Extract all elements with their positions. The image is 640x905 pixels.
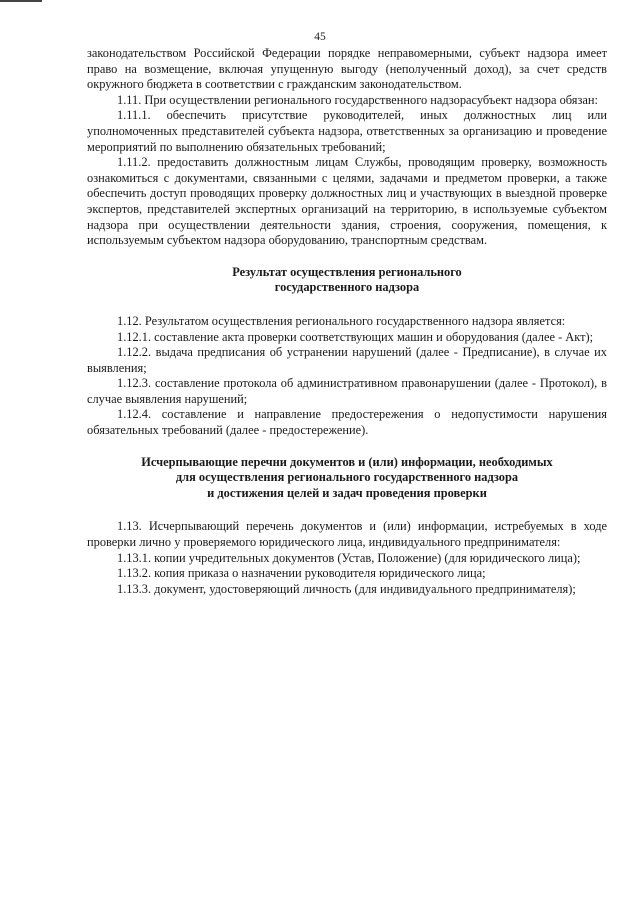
paragraph-1-11: 1.11. При осуществлении регионального государственного надзорасубъект надзора обязан: — [117, 92, 598, 107]
heading-line: Результат осуществления регионального — [232, 264, 462, 279]
scan-corner-mark — [0, 0, 42, 2]
paragraph-1-13-2: 1.13.2. копия приказа о назначении руководителя юридического лица; — [117, 566, 486, 581]
paragraph-continuation: законодательством Российской Федерации порядке неправомерными, субъект надзора имеет право на возмещение, включая упущенную выгоду (неполученный доход), за счет средств окружного бюджета в соответствии с гражданским законодательством. — [87, 46, 607, 92]
page-number: 45 — [314, 31, 326, 43]
paragraph-1-12-1: 1.12.1. составление акта проверки соответствующих машин и оборудования (далее - Акт); — [117, 329, 594, 344]
paragraph-1-12-3: 1.12.3. составление протокола об административном правонарушении (далее - Протокол), в случае выявления нарушений; — [87, 376, 607, 406]
paragraph-1-13: 1.13. Исчерпывающий перечень документов и (или) информации, истребуемых в ходе проверки лично у проверяемого юридического лица, индивидуального предпринимателя: — [87, 519, 607, 550]
section-heading-result — [87, 265, 607, 296]
paragraph-1-11-1: 1.11.1. обеспечить присутствие руководителей, иных должностных лиц или уполномоченных представителей субъекта надзора, ответственных за организацию и проведение мероприятий по выполнению обязательных требований; — [87, 108, 607, 154]
paragraph-1-11-2: 1.11.2. предоставить должностным лицам Службы, проводящим проверку, возможность ознакомиться с документами, связанными с целями, задачами и предметом проверки, а также обеспечить доступ проводящих проверку должностных лиц и участвующих в выездной проверке экспертов, представителей экспертных организаций на территорию, в используемые субъектом надзора при осуществлении деятельности здания, строения, сооружения, помещения, к используемым субъектом надзора оборудованию, транспортным средствам. — [87, 155, 607, 248]
heading-line: для осуществления регионального государственного надзора — [175, 470, 519, 485]
paragraph-1-12-4: 1.12.4. составление и направление предостережения о недопустимости нарушения обязательных требований (далее - предостережение). — [87, 407, 607, 438]
paragraph-1-13-3: 1.13.3. документ, удостоверяющий личность (для индивидуального предпринимателя); — [117, 581, 576, 596]
paragraph-1-12-2: 1.12.2. выдача предписания об устранении нарушений (далее - Предписание), в случае их выявления; — [87, 345, 607, 375]
heading-line: и достижения целей и задач проведения проверки — [207, 485, 487, 500]
heading-line: государственного надзора — [274, 280, 420, 295]
paragraph-1-13-1: 1.13.1. копии учредительных документов (Устав, Положение) (для юридического лица); — [117, 550, 581, 565]
heading-line: Исчерпывающие перечни документов и (или) информации, необходимых — [141, 454, 553, 469]
section-heading-document-lists — [87, 455, 607, 502]
document-body — [87, 46, 607, 597]
paragraph-1-12: 1.12. Результатом осуществления регионального государственного надзора является: — [117, 313, 566, 328]
